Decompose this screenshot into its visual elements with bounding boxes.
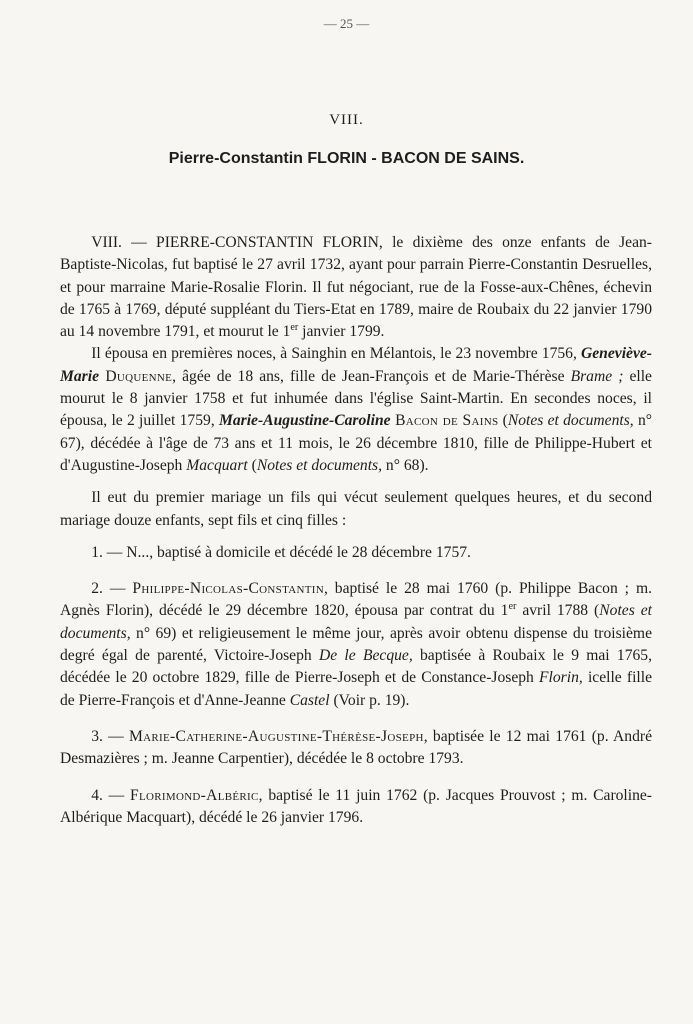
p1-sup: er bbox=[290, 322, 299, 333]
p2-e: Brame ; bbox=[570, 367, 624, 385]
paragraph-children: Il eut du premier mariage un fils qui vécut seulement quelques heures, et du second mariage douze enfants, sept fils et cinq filles : bbox=[60, 489, 652, 529]
paragraph-marriages bbox=[60, 343, 652, 477]
i4-c: , baptisé le 11 juin 1762 (p. Jacques Prouvost ; m. Caroline-Albérique Macquart), décédé le 26 janvier 1796. bbox=[60, 786, 653, 826]
i2-h: De le Becque, bbox=[318, 647, 413, 665]
p2-g: Marie-Augustine-Caroline bbox=[218, 412, 391, 430]
p2-i: ( bbox=[498, 412, 508, 430]
p1-end: janvier 1799. bbox=[298, 323, 385, 341]
p1-lead: VIII. — PIERRE-CONSTANTIN FLORIN bbox=[91, 234, 379, 251]
i2-b: Philippe-Nicolas-Constantin bbox=[132, 580, 324, 598]
list-item-3 bbox=[60, 726, 652, 771]
i4-a: 4. — bbox=[91, 786, 131, 804]
p2-h: Bacon de Sains bbox=[390, 412, 499, 430]
list-item-4 bbox=[60, 785, 652, 830]
list-item-1: 1. — N..., baptisé à domicile et décédé le 28 décembre 1757. bbox=[91, 543, 471, 561]
body-text bbox=[60, 232, 652, 829]
p2-b: Geneviève-Marie bbox=[60, 345, 652, 385]
i2-i: baptisée à Roubaix le 9 mai 1765, décédée le 20 octobre 1829, fille de Pierre-Joseph et de Constance-Joseph bbox=[60, 647, 652, 687]
paragraph-intro bbox=[60, 232, 652, 343]
p2-c: Duquenne bbox=[98, 367, 173, 385]
p1-text: , le dixième des onze enfants de Jean-Baptiste-Nicolas, fut baptisé le 27 avril 1732, ayant pour parrain Pierre-Constantin Desruelles, et pour marraine Marie-Rosalie Florin. Il fut négociant, rue de la Fosse-aux-Chênes, échevin de 1765 à 1769, député suppléant du Tiers-Etat en 1789, maire de Roubaix du 22 janvier 1790 au 14 novembre 1791, et mourut le 1 bbox=[60, 234, 652, 341]
i3-a: 3. — bbox=[91, 727, 130, 745]
p2-l: Macquart bbox=[186, 456, 248, 474]
p2-j: Notes et documents bbox=[507, 412, 630, 430]
i4-b: Florimond-Albéric bbox=[130, 786, 259, 804]
p2-d: , âgée de 18 ans, fille de Jean-François et de Marie-Thérèse bbox=[172, 367, 571, 385]
i2-e: avril 1788 ( bbox=[516, 602, 600, 620]
i3-b: Marie-Catherine-Augustine-Thérèse-Joseph bbox=[129, 727, 424, 745]
p2-n: Notes et documents, bbox=[256, 456, 383, 474]
chapter-number: VIII. bbox=[329, 112, 364, 128]
i2-f: Notes et documents, bbox=[60, 602, 652, 642]
p2-k: , n° 67), décédée à l'âge de 73 ans et 11 mois, le 26 décembre 1810, fille de Philippe-Hubert et d'Augustine-Joseph bbox=[60, 412, 652, 474]
i2-a: 2. — bbox=[91, 580, 133, 598]
i2-j: Florin, bbox=[539, 669, 583, 687]
p2-f: elle mourut le 8 janvier 1758 et fut inhumée dans l'église Saint-Martin. En secondes noces, il épousa, le 2 juillet 1759, bbox=[60, 367, 652, 430]
i2-d: er bbox=[508, 601, 517, 613]
i3-c: , baptisée le 12 mai 1761 (p. André Desmazières ; m. Jeanne Carpentier), décédée le 8 octobre 1793. bbox=[60, 727, 652, 768]
i2-l: Castel bbox=[289, 691, 330, 709]
i2-c: , baptisé le 28 mai 1760 (p. Philippe Bacon ; m. Agnès Florin), décédé le 29 décembre 1820, épousa par contrat du 1 bbox=[60, 580, 652, 620]
section-title: Pierre-Constantin FLORIN - BACON DE SAINS. bbox=[168, 150, 525, 167]
i2-g: n° 69) et religieusement le même jour, après avoir obtenu dispense du troisième degré égal de parenté, Victoire-Joseph bbox=[60, 624, 652, 665]
p2-m: ( bbox=[247, 456, 257, 474]
p2-o: n° 68). bbox=[382, 456, 429, 474]
i2-m: (Voir p. 19). bbox=[329, 691, 410, 709]
list-item-2 bbox=[60, 578, 652, 712]
page-number: — 25 — bbox=[323, 16, 370, 31]
i2-k: icelle fille de Pierre-François et d'Anne-Jeanne bbox=[60, 669, 652, 709]
p2-a: Il épousa en premières noces, à Sainghin en Mélantois, le 23 novembre 1756, bbox=[91, 345, 581, 363]
